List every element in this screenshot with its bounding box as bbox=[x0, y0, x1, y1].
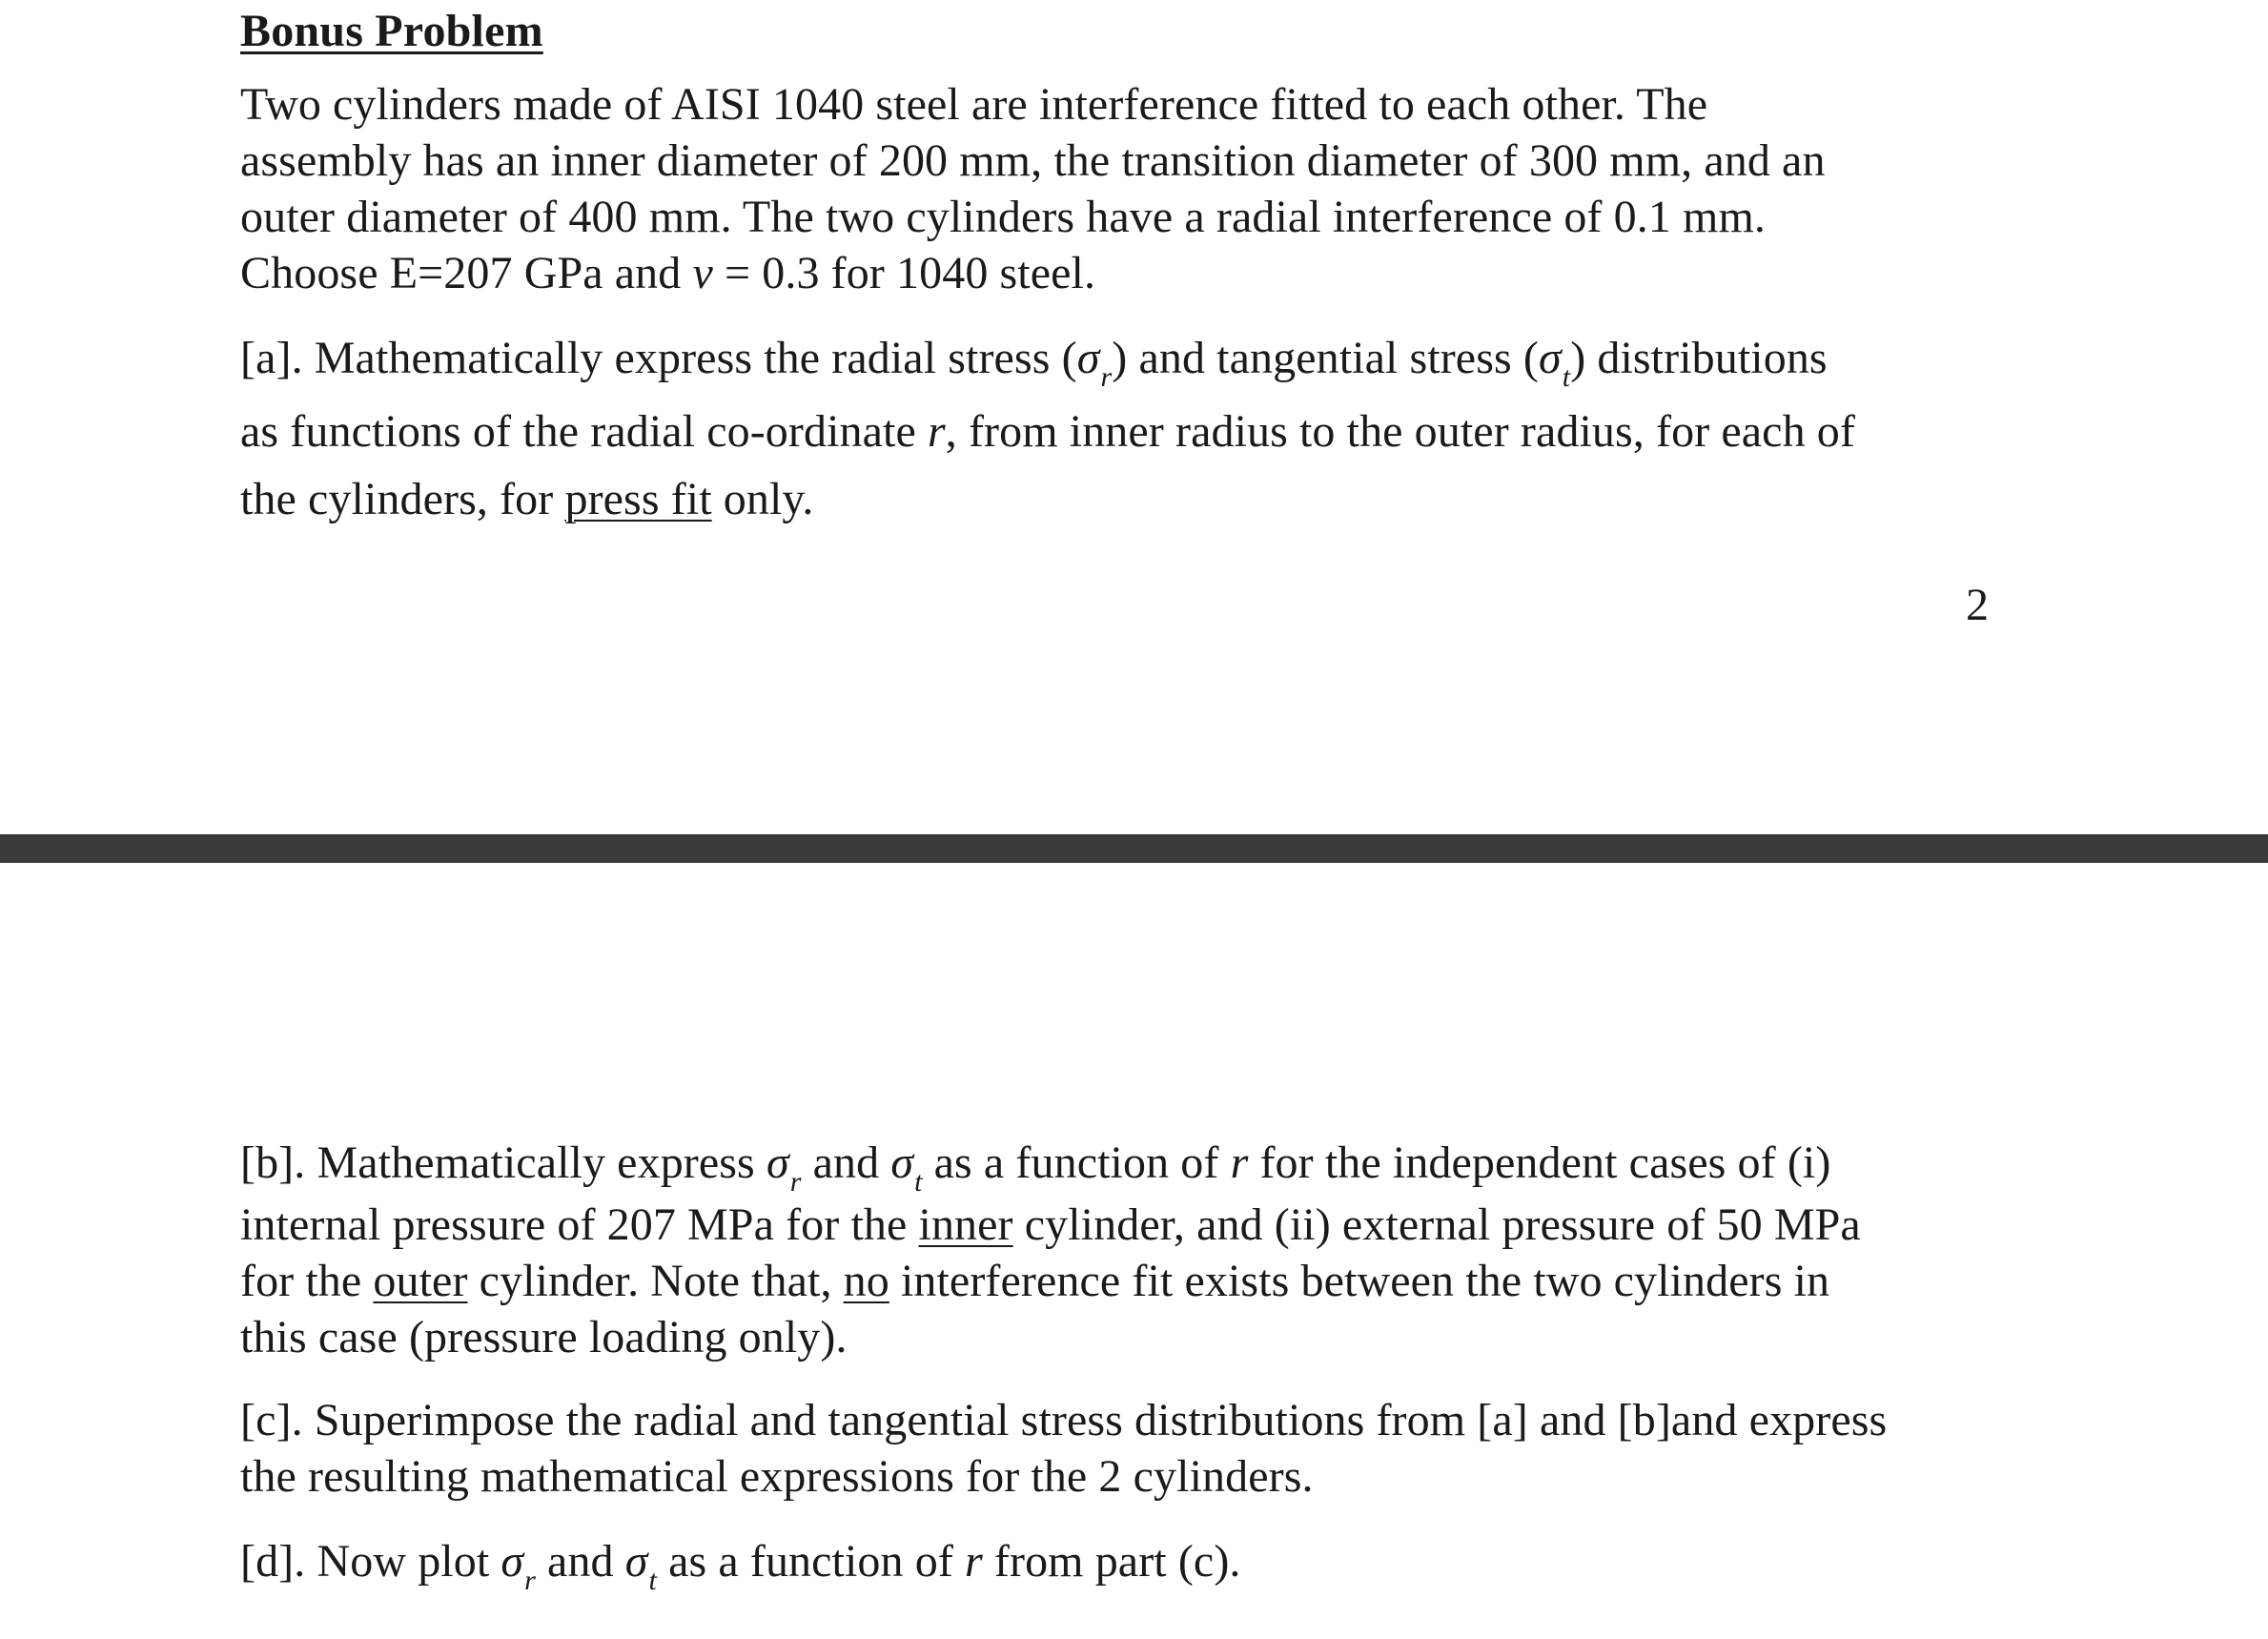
intro-line: outer diameter of 400 mm. The two cylinders have a radial interference of 0.1 mm. bbox=[240, 192, 1766, 242]
part-d-text: [d]. Now plot bbox=[240, 1536, 501, 1587]
part-b-text: this case (pressure loading only). bbox=[240, 1312, 848, 1362]
sigma-symbol: σ bbox=[1076, 333, 1100, 383]
part-b-text: for the bbox=[240, 1256, 374, 1306]
part-a-text: [a]. Mathematically express the radial stress ( bbox=[240, 333, 1077, 383]
intro-line: = 0.3 for 1040 steel. bbox=[712, 248, 1096, 298]
part-a-text: as functions of the radial co-ordinate bbox=[240, 406, 928, 457]
part-b-text: as a function of bbox=[922, 1137, 1231, 1188]
page-number: 2 bbox=[1966, 580, 1989, 630]
problem-top-section bbox=[240, 0, 2004, 533]
part-b-text: interference fit exists between the two cylinders in bbox=[889, 1256, 1830, 1306]
no-emphasis: no bbox=[843, 1256, 889, 1306]
intro-line: Choose E=207 GPa and bbox=[240, 248, 693, 298]
sigma-symbol: σ bbox=[624, 1536, 648, 1587]
part-b-paragraph bbox=[240, 1135, 2004, 1365]
r-symbol: r bbox=[965, 1536, 983, 1587]
intro-line: assembly has an inner diameter of 200 mm, the transition diameter of 300 mm, and an bbox=[240, 135, 1826, 186]
part-c-text: [c]. Superimpose the radial and tangential stress distributions from [a] and [b]and express bbox=[240, 1395, 1888, 1445]
sigma-symbol: σ bbox=[1538, 333, 1562, 383]
part-d-text: and bbox=[535, 1536, 625, 1587]
subscript-t: t bbox=[914, 1166, 923, 1198]
subscript-r: r bbox=[1100, 361, 1113, 393]
part-b-text: cylinder, and (ii) external pressure of 50 MPa bbox=[1012, 1199, 1861, 1250]
part-c-text: the resulting mathematical expressions for the 2 cylinders. bbox=[240, 1451, 1314, 1502]
sigma-symbol: σ bbox=[890, 1137, 914, 1188]
subscript-r: r bbox=[789, 1166, 802, 1198]
part-d-text: as a function of bbox=[656, 1536, 966, 1587]
page-title: Bonus Problem bbox=[240, 6, 543, 56]
part-a-text: the cylinders, for bbox=[240, 474, 565, 524]
sigma-symbol: σ bbox=[766, 1137, 789, 1188]
subscript-r: r bbox=[524, 1565, 536, 1596]
problem-bottom-section bbox=[240, 1135, 2004, 1595]
outer-emphasis: outer bbox=[373, 1256, 468, 1306]
r-symbol: r bbox=[927, 406, 946, 457]
inner-emphasis: inner bbox=[918, 1199, 1013, 1250]
part-a-text: only. bbox=[711, 474, 814, 524]
part-d-paragraph bbox=[240, 1533, 2004, 1595]
part-b-text: cylinder. Note that, bbox=[467, 1256, 844, 1306]
part-b-text: for the independent cases of (i) bbox=[1248, 1137, 1831, 1188]
press-fit-emphasis: press fit bbox=[564, 474, 712, 524]
subscript-t: t bbox=[1562, 361, 1571, 393]
page-divider bbox=[0, 834, 2268, 863]
sigma-symbol: σ bbox=[501, 1536, 524, 1587]
subscript-t: t bbox=[648, 1565, 657, 1596]
part-b-text: [b]. Mathematically express bbox=[240, 1137, 766, 1188]
part-a-text: , from inner radius to the outer radius, for each of bbox=[945, 406, 1855, 457]
intro-paragraph bbox=[240, 76, 2004, 301]
part-c-paragraph bbox=[240, 1392, 2004, 1505]
part-a-paragraph bbox=[240, 324, 2004, 533]
nu-symbol: ν bbox=[692, 248, 713, 298]
part-a-text: ) distributions bbox=[1570, 333, 1828, 383]
r-symbol: r bbox=[1230, 1137, 1249, 1188]
part-b-text: internal pressure of 207 MPa for the bbox=[240, 1199, 919, 1250]
part-d-text: from part (c). bbox=[982, 1536, 1241, 1587]
part-a-text: ) and tangential stress ( bbox=[1112, 333, 1539, 383]
part-b-text: and bbox=[801, 1137, 891, 1188]
intro-line: Two cylinders made of AISI 1040 steel are interference fitted to each other. The bbox=[240, 79, 1708, 130]
